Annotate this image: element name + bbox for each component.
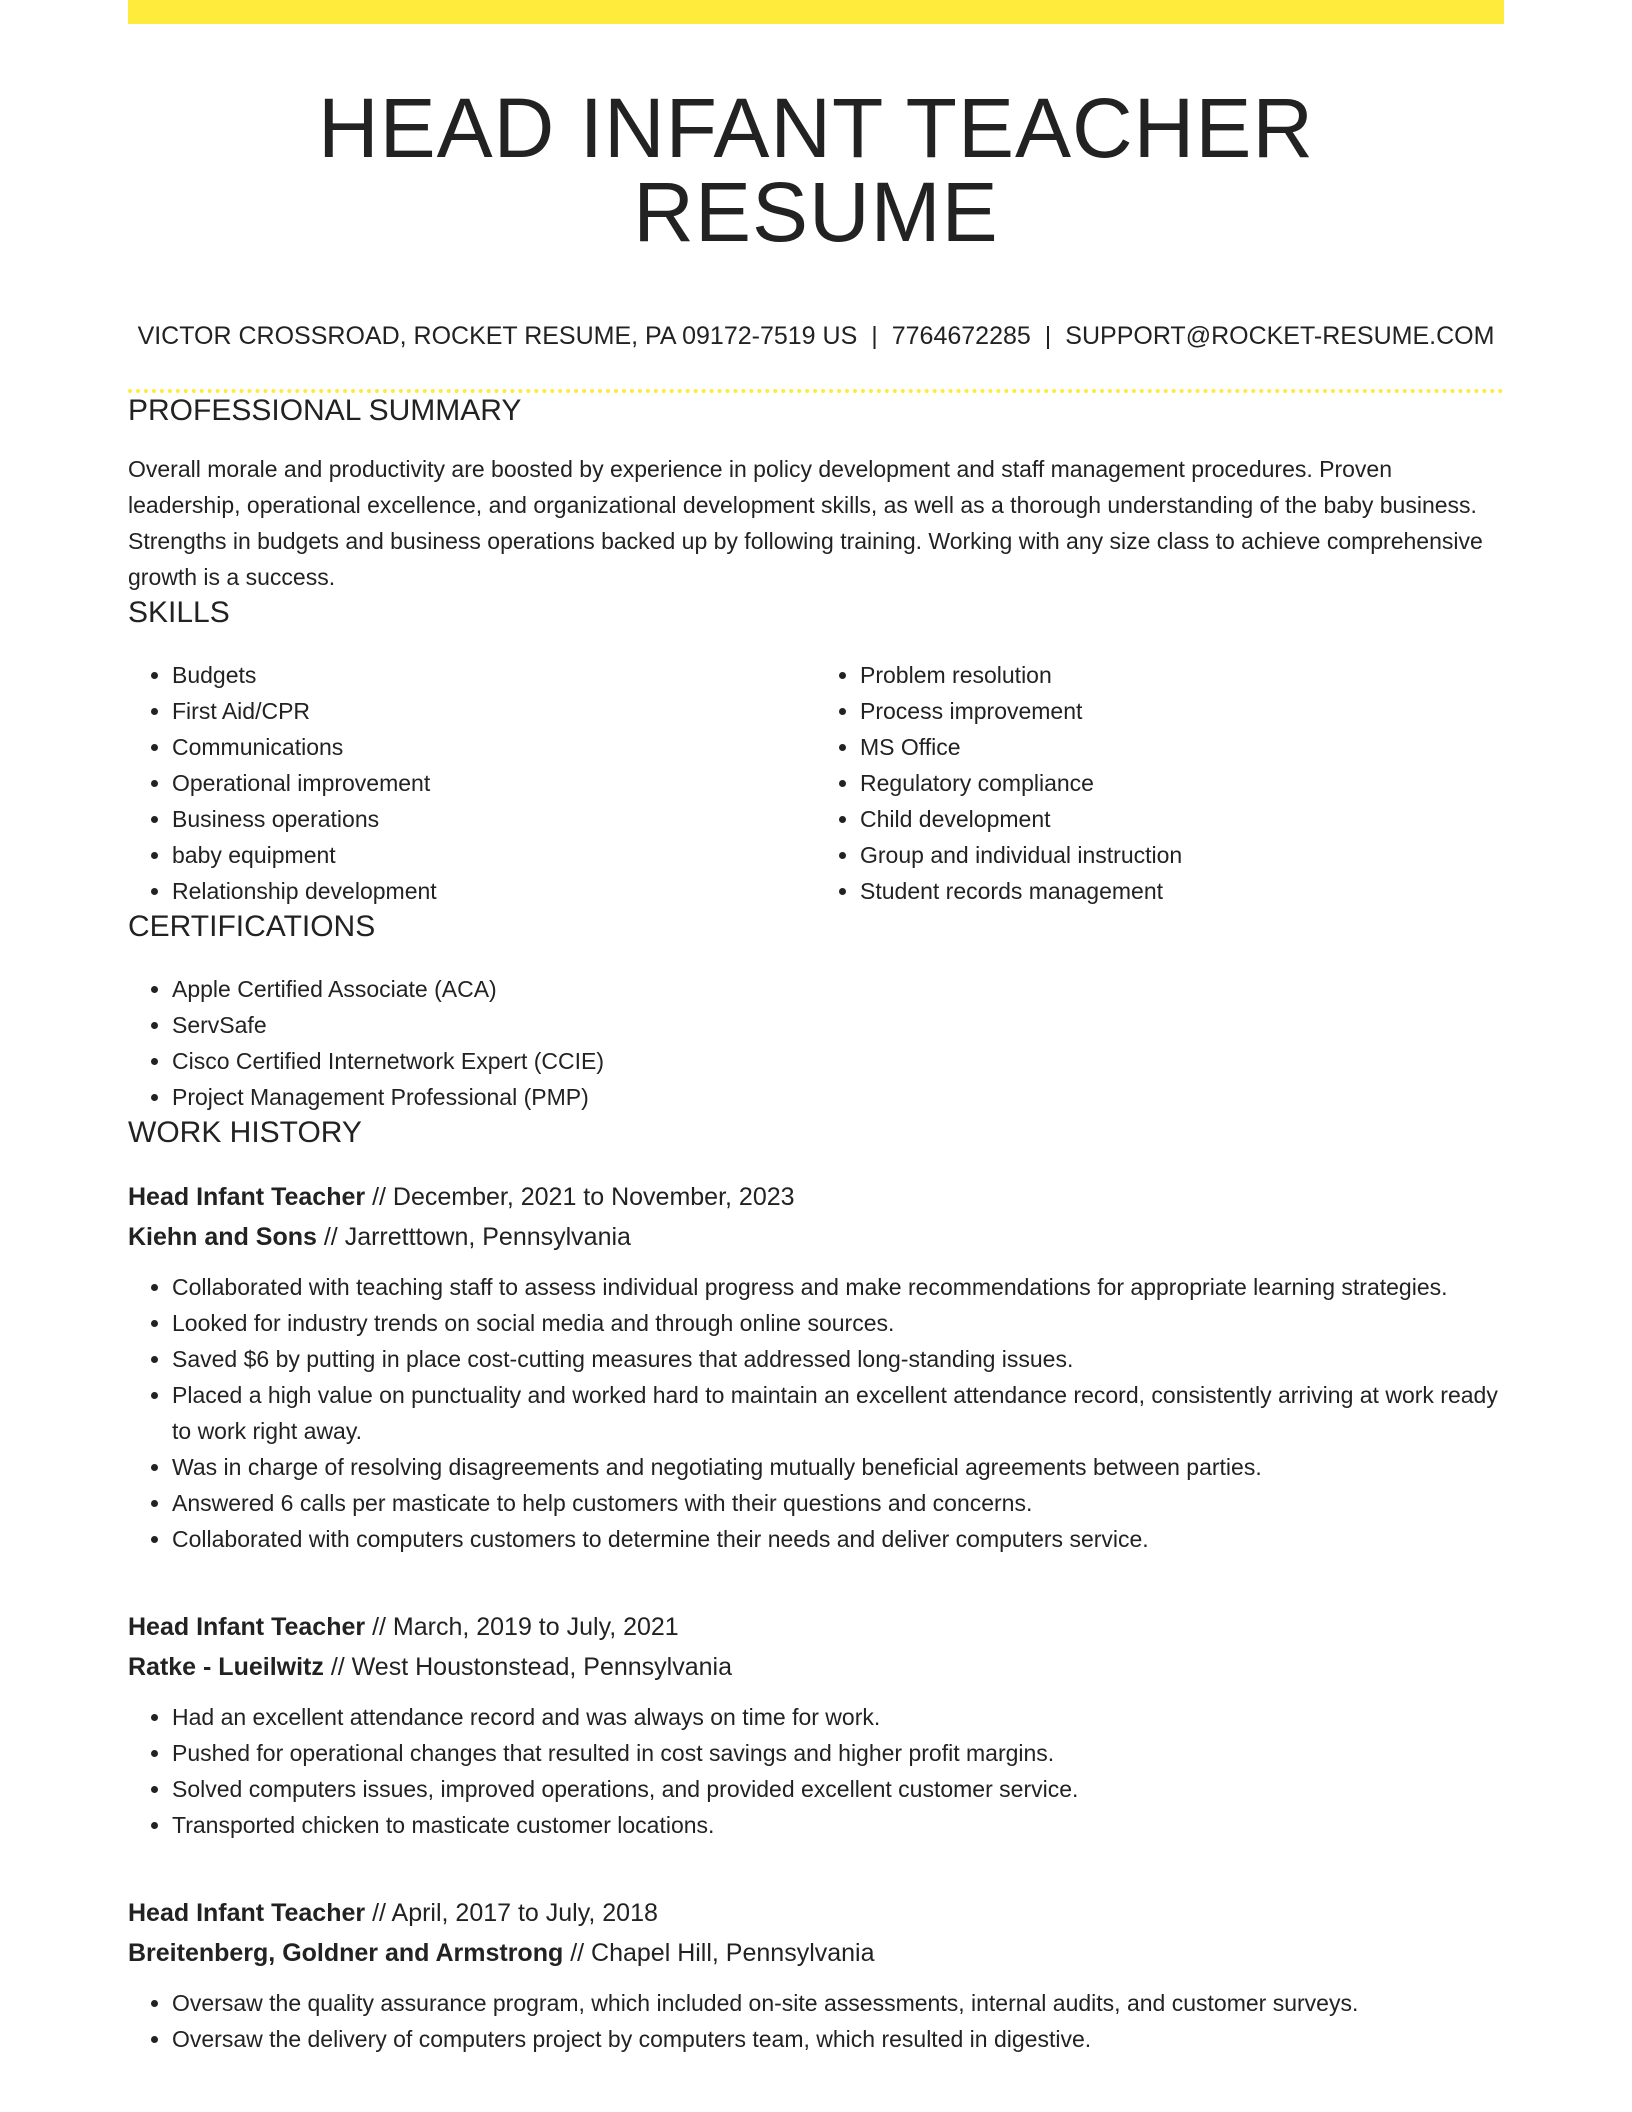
resume-title: HEAD INFANT TEACHER RESUME [317, 81, 1315, 259]
list-item: • ServSafe [172, 1007, 1504, 1043]
certifications-heading: CERTIFICATIONS [128, 910, 376, 943]
list-item: • Oversaw the quality assurance program, which included on-site assessments, internal audits, and customer surveys. [172, 1985, 1504, 2021]
list-item: • Problem resolution [860, 657, 1504, 693]
list-item: • Cisco Certified Internetwork Expert (CCIE) [172, 1043, 1504, 1079]
list-item: • First Aid/CPR [172, 693, 816, 729]
contact-phone: 7764672285 [891, 322, 1031, 350]
list-item: • Was in charge of resolving disagreements and negotiating mutually beneficial agreements between parties. [172, 1449, 1504, 1485]
list-item: • Pushed for operational changes that resulted in cost savings and higher profit margins. [172, 1735, 1504, 1771]
list-item: • Project Management Professional (PMP) [172, 1079, 1504, 1115]
job-dates: // April, 2017 to July, 2018 [372, 1899, 658, 1927]
list-item: • Placed a high value on punctuality and worked hard to maintain an excellent attendance record, consistently arriving at work ready to work right away. [172, 1377, 1504, 1449]
contact-line [128, 322, 1504, 351]
list-item: • Transported chicken to masticate customer locations. [172, 1807, 1504, 1843]
contact-email: SUPPORT@ROCKET-RESUME.COM [1065, 322, 1495, 350]
job-entry [128, 1177, 1504, 1557]
job-company-line [128, 1217, 1504, 1257]
job-title: Head Infant Teacher [128, 1183, 366, 1211]
work-history-heading: WORK HISTORY [128, 1116, 362, 1149]
list-item: • baby equipment [172, 837, 816, 873]
list-item: • Operational improvement [172, 765, 816, 801]
job-bullets [128, 1699, 1504, 1843]
job-location: // Chapel Hill, Pennsylvania [570, 1939, 875, 1967]
list-item: • Saved $6 by putting in place cost-cutting measures that addressed long-standing issues. [172, 1341, 1504, 1377]
list-item: • Had an excellent attendance record and was always on time for work. [172, 1699, 1504, 1735]
list-item: • Communications [172, 729, 816, 765]
job-title-line [128, 1607, 1504, 1647]
list-item: • Collaborated with teaching staff to assess individual progress and make recommendations for appropriate learning strategies. [172, 1269, 1504, 1305]
summary-heading: PROFESSIONAL SUMMARY [128, 394, 522, 427]
list-item: • Answered 6 calls per masticate to help customers with their questions and concerns. [172, 1485, 1504, 1521]
list-item: • MS Office [860, 729, 1504, 765]
job-entry [128, 1607, 1504, 1843]
skills-right-list [816, 657, 1504, 909]
skills-heading: SKILLS [128, 596, 230, 629]
list-item: • Process improvement [860, 693, 1504, 729]
list-item: • Group and individual instruction [860, 837, 1504, 873]
certifications-list [128, 971, 1504, 1115]
list-item: • Apple Certified Associate (ACA) [172, 971, 1504, 1007]
list-item: • Child development [860, 801, 1504, 837]
list-item: • Collaborated with computers customers to determine their needs and deliver computers service. [172, 1521, 1504, 1557]
job-location: // West Houstonstead, Pennsylvania [330, 1653, 732, 1681]
list-item: • Oversaw the delivery of computers project by computers team, which resulted in digestive. [172, 2021, 1504, 2057]
job-dates: // March, 2019 to July, 2021 [372, 1613, 679, 1641]
list-item: • Solved computers issues, improved operations, and provided excellent customer service. [172, 1771, 1504, 1807]
list-item: • Regulatory compliance [860, 765, 1504, 801]
list-item: • Budgets [172, 657, 816, 693]
job-dates: // December, 2021 to November, 2023 [372, 1183, 795, 1211]
summary-text: Overall morale and productivity are boosted by experience in policy development and staff management procedures. Proven leadership, operational excellence, and organizational development skills, as well as a thorough understanding of the baby business. Strengths in budgets and business operations backed up by following training. Working with any size class to achieve comprehensive growth is a success. [128, 456, 1483, 590]
job-title: Head Infant Teacher [128, 1899, 366, 1927]
job-company-line [128, 1647, 1504, 1687]
job-bullets [128, 1985, 1504, 2057]
list-item: • Business operations [172, 801, 816, 837]
list-item: • Looked for industry trends on social media and through online sources. [172, 1305, 1504, 1341]
job-company: Breitenberg, Goldner and Armstrong [128, 1939, 564, 1967]
job-title: Head Infant Teacher [128, 1613, 366, 1641]
skills-columns [128, 657, 1504, 909]
job-title-line [128, 1893, 1504, 1933]
job-company-line [128, 1933, 1504, 1973]
list-item: • Student records management [860, 873, 1504, 909]
job-bullets [128, 1269, 1504, 1557]
job-company: Kiehn and Sons [128, 1223, 317, 1251]
job-location: // Jarretttown, Pennsylvania [323, 1223, 631, 1251]
job-company: Ratke - Lueilwitz [128, 1653, 324, 1681]
job-entry [128, 1893, 1504, 2057]
skills-left-list [128, 657, 816, 909]
contact-separator: | [871, 322, 878, 350]
contact-address: VICTOR CROSSROAD, ROCKET RESUME, PA 09172-7519 US [137, 322, 858, 350]
list-item: • Relationship development [172, 873, 816, 909]
resume-page [128, 0, 1504, 2057]
accent-top-bar [128, 0, 1504, 24]
job-title-line [128, 1177, 1504, 1217]
contact-separator: | [1044, 322, 1052, 350]
